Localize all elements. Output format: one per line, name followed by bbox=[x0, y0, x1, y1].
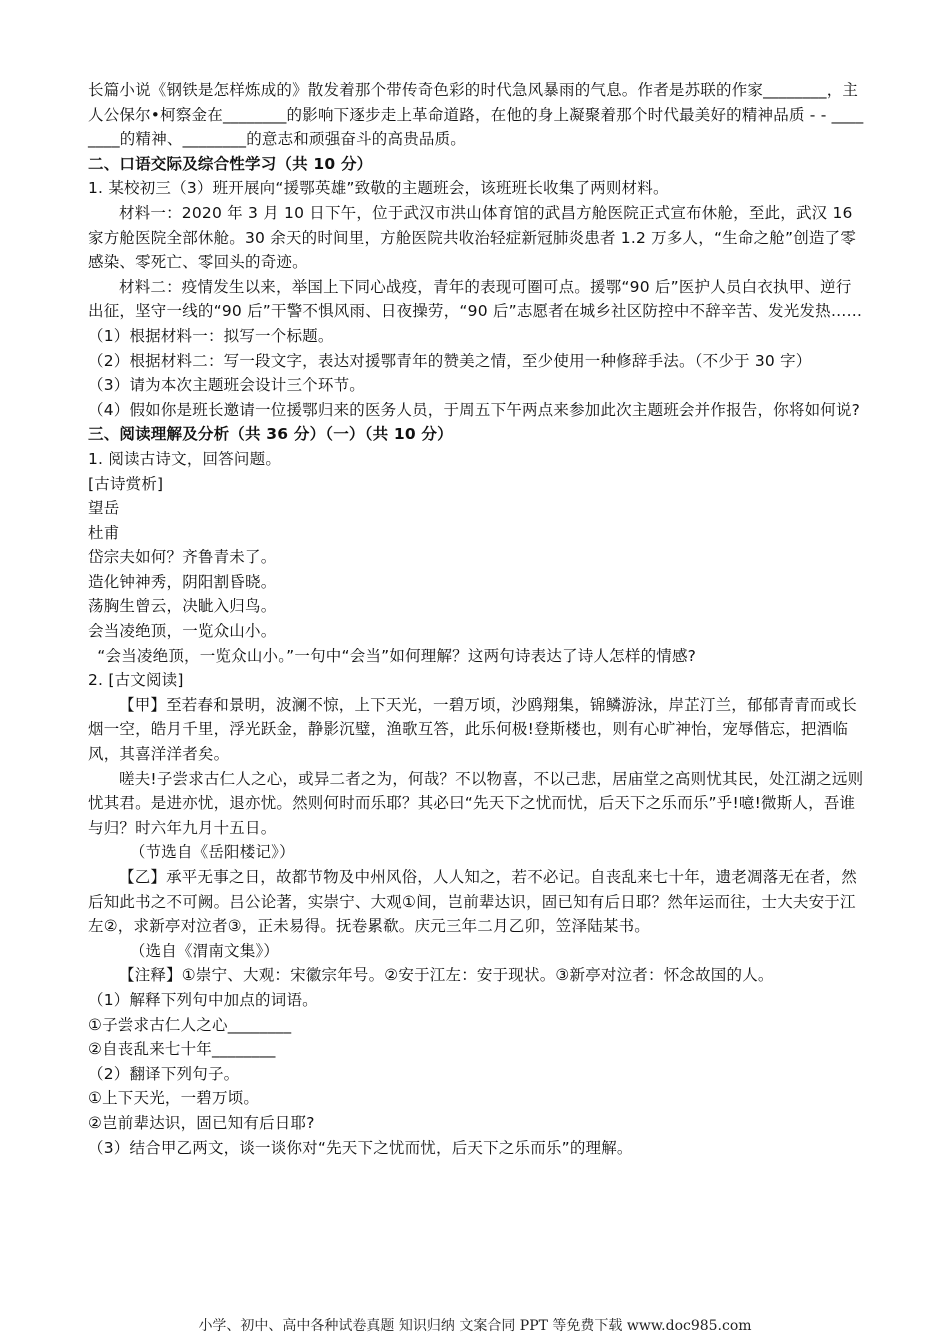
document-body bbox=[88, 78, 866, 1160]
blank-item-2: ②自丧乱来七十年________ bbox=[88, 1040, 276, 1059]
material-1: 材料一：2020 年 3 月 10 日下午，位于武汉市洪山体育馆的武昌方舱医院正式宣布休舱，至此，武汉 16 家方舱医院全部休舱。30 余天的时间里，方舱医院共收治轻症新冠肺炎患者 1.2 万多人，“生命之舱”创造了零感染、零死亡、零回头的奇迹。 bbox=[88, 203, 857, 272]
page-footer: 小学、初中、高中各种试卷真题 知识归纳 文案合同 PPT 等免费下载 www.doc985.com bbox=[198, 1318, 752, 1334]
poem-line: 造化钟神秀，阴阳割昏晓。 bbox=[88, 572, 277, 591]
poem-author: 杜甫 bbox=[88, 523, 120, 542]
reading-question-2: 2. [古文阅读] bbox=[88, 671, 184, 690]
subquestion-2: （2）根据材料二：写一段文字，表达对援鄂青年的赞美之情，至少使用一种修辞手法。（不少于 30 字） bbox=[88, 351, 812, 370]
translate-item-2: ②岂前辈达识，固已知有后日耶? bbox=[88, 1113, 315, 1132]
subquestion-4: （4）假如你是班长邀请一位援鄂归来的医务人员，于周五下午两点来参加此次主题班会并作报告，你将如何说? bbox=[88, 400, 861, 419]
ancient-subquestion-2: （2）翻译下列句子。 bbox=[88, 1064, 240, 1083]
annotation: 【注释】①崇宁、大观：宋徽宗年号。②安于江左：安于现状。③新亭对泣者：怀念故国的人。 bbox=[119, 966, 774, 985]
blank-item-1: ①子尝求古仁人之心________ bbox=[88, 1015, 292, 1034]
translate-item-1: ①上下天光，一碧万顷。 bbox=[88, 1089, 260, 1108]
question-1: 1. 某校初三（3）班开展向“援鄂英雄”致敬的主题班会，该班班长收集了两则材料。 bbox=[88, 179, 669, 198]
passage-yi: 【乙】承平无事之日，故都节物及中州风俗，人人知之，若不必记。自丧乱来七十年，遗老凋落无在者，然后知此书之不可阙。吕公论著，实崇宁、大观①间，岂前辈达识，固已知有后日耶？然年运而往，士大夫安于江左②，求新亭对泣者③，正未易得。抚卷累欷。庆元三年二月乙卯，笠泽陆某书。 bbox=[88, 868, 857, 936]
ancient-subquestion-3: （3）结合甲乙两文，谈一谈你对“先天下之忧而忧，后天下之乐而乐”的理解。 bbox=[88, 1138, 633, 1157]
poem-question: “会当凌绝顶，一览众山小。”一句中“会当”如何理解？这两句诗表达了诗人怎样的情感? bbox=[97, 646, 697, 665]
poem-label: [古诗赏析] bbox=[88, 474, 164, 493]
section-heading-2: 二、口语交际及综合性学习（共 10 分） bbox=[88, 154, 373, 173]
passage-jia-1: 【甲】至若春和景明，波澜不惊，上下天光，一碧万顷，沙鸥翔集，锦鳞游泳，岸芷汀兰，郁郁青青而或长烟一空，皓月千里，浮光跃金，静影沉璧，渔歌互答，此乐何极!登斯楼也，则有心旷神怡，宠辱偕忘，把酒临风，其喜洋洋者矣。 bbox=[88, 695, 857, 764]
subquestion-1: （1）根据材料一：拟写一个标题。 bbox=[88, 326, 334, 345]
section-heading-3: 三、阅读理解及分析（共 36 分）（一）（共 10 分） bbox=[88, 425, 453, 444]
source-jia: （节选自《岳阳楼记》） bbox=[129, 843, 295, 862]
material-2: 材料二：疫情发生以来，举国上下同心战疫，青年的表现可圈可点。援鄂“90 后”医护人员白衣执甲、逆行出征，坚守一线的“90 后”干警不惧风雨、日夜操劳，“90 后”志愿者在城乡社区防控中不辞辛苦、发光发热…… bbox=[88, 277, 863, 321]
subquestion-3: （3）请为本次主题班会设计三个环节。 bbox=[88, 376, 365, 395]
poem-line: 岱宗夫如何？齐鲁青未了。 bbox=[88, 548, 277, 567]
poem-line: 会当凌绝顶，一览众山小。 bbox=[88, 622, 277, 641]
para-intro: 长篇小说《钢铁是怎样炼成的》散发着那个带传奇色彩的时代急风暴雨的气息。作者是苏联的作家________，主人公保尔•柯察金在________的影响下逐步走上革命道路，在他的身上凝聚着那个时代最美好的精神品质 - - ________的精神、________的意志和顽强奋斗的高贵品质。 bbox=[88, 81, 864, 149]
ancient-subquestion-1: （1）解释下列句中加点的词语。 bbox=[88, 990, 318, 1009]
reading-question-1: 1. 阅读古诗文，回答问题。 bbox=[88, 449, 282, 468]
poem-line: 荡胸生曾云，决眦入归鸟。 bbox=[88, 597, 277, 616]
passage-jia-2: 嗟夫!子尝求古仁人之心，或异二者之为，何哉？不以物喜，不以己悲，居庙堂之高则忧其民，处江湖之远则忧其君。是进亦忧，退亦忧。然则何时而乐耶？其必曰“先天下之忧而忧，后天下之乐而乐”乎!噫!微斯人，吾谁与归？时六年九月十五日。 bbox=[88, 769, 864, 837]
poem-title: 望岳 bbox=[88, 499, 120, 518]
source-yi: （选自《渭南文集》） bbox=[129, 941, 280, 960]
